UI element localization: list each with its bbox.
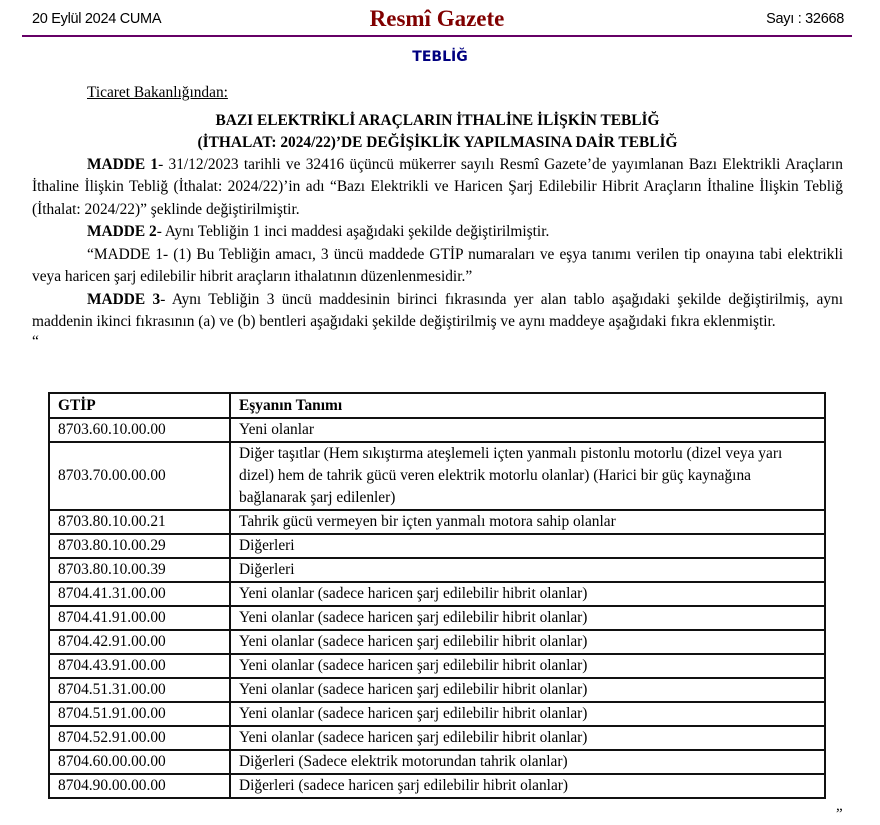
issue-date: 20 Eylül 2024 CUMA	[32, 11, 162, 27]
article-3	[32, 289, 843, 334]
issuing-ministry: Ticaret Bakanlığından:	[87, 84, 228, 101]
table-row	[49, 750, 825, 774]
gtip-code: 8704.60.00.00.00	[49, 750, 230, 774]
article-text: - Aynı Tebliğin 1 inci maddesi aşağıdaki şekilde değiştirilmiştir.	[156, 223, 550, 240]
goods-description: Yeni olanlar	[230, 418, 825, 442]
gtip-code: 8703.70.00.00.00	[49, 442, 230, 510]
issue-number: Sayı : 32668	[766, 11, 844, 27]
document-title-line-2: (İTHALAT: 2024/22)’DE DEĞİŞİKLİK YAPILMASINA DAİR TEBLİĞ	[197, 133, 678, 151]
goods-description: Diğerleri (sadece haricen şarj edilebilir hibrit olanlar)	[230, 774, 825, 798]
article-1	[32, 154, 843, 222]
column-header-gtip: GTİP	[49, 393, 230, 418]
table-row	[49, 510, 825, 534]
gtip-code: 8703.80.10.00.39	[49, 558, 230, 582]
gtip-code: 8703.80.10.00.29	[49, 534, 230, 558]
article-label: MADDE 2	[87, 223, 157, 240]
gtip-code: 8703.60.10.00.00	[49, 418, 230, 442]
goods-description: Yeni olanlar (sadece haricen şarj edilebilir hibrit olanlar)	[230, 582, 825, 606]
goods-description: Yeni olanlar (sadece haricen şarj edilebilir hibrit olanlar)	[230, 654, 825, 678]
table-row	[49, 534, 825, 558]
table-row	[49, 582, 825, 606]
goods-description: Yeni olanlar (sadece haricen şarj edilebilir hibrit olanlar)	[230, 678, 825, 702]
article-text: - Aynı Tebliğin 3 üncü maddesinin birinci fıkrasında yer alan tablo aşağıdaki şekilde değiştirilmiş, aynı maddenin ikinci fıkrasının (a) ve (b) bentleri aşağıdaki şekilde değiştirilmiş ve aynı maddeye aşağıdaki fıkra eklenmiştir.	[32, 290, 843, 330]
goods-description: Yeni olanlar (sadece haricen şarj edilebilir hibrit olanlar)	[230, 726, 825, 750]
header-divider	[22, 35, 852, 37]
amended-article-1	[32, 244, 843, 289]
table-header-row	[49, 393, 825, 418]
column-header-description: Eşyanın Tanımı	[230, 393, 825, 418]
table-row	[49, 678, 825, 702]
section-title: TEBLİĞ	[412, 49, 468, 65]
article-label: “MADDE 1-	[87, 245, 169, 263]
document-title-line-1: BAZI ELEKTRİKLİ ARAÇLARIN İTHALİNE İLİŞKİN TEBLİĞ	[215, 111, 660, 129]
goods-description: Diğerleri	[230, 534, 825, 558]
table-row	[49, 630, 825, 654]
document-title	[32, 110, 843, 154]
goods-description: Yeni olanlar (sadece haricen şarj edilebilir hibrit olanlar)	[230, 702, 825, 726]
article-text: (1) Bu Tebliğin amacı, 3 üncü maddede GTİP numaraları ve eşya tanımı verilen tip onayına tabi elektrikli veya haricen şarj edilebilir hibrit araçların ithalatının düzenlenmesidir.”	[32, 245, 843, 285]
table-row	[49, 654, 825, 678]
article-label: MADDE 1	[87, 155, 159, 173]
table-row	[49, 774, 825, 798]
gtip-code: 8704.41.31.00.00	[49, 582, 230, 606]
table-row	[49, 606, 825, 630]
gtip-code: 8704.52.91.00.00	[49, 726, 230, 750]
close-quote: ”	[836, 806, 843, 822]
gtip-code: 8703.80.10.00.21	[49, 510, 230, 534]
article-text: - 31/12/2023 tarihli ve 32416 üçüncü mükerrer sayılı Resmî Gazete’de yayımlanan Bazı Elektrikli Araçların İthaline İlişkin Tebliğ (İthalat: 2024/22)’in adı “Bazı Elektrikli ve Haricen Şarj Edilebilir Hibrit Araçların İthaline İlişkin Tebliğ (İthalat: 2024/22)” şeklinde değiştirilmiştir.	[32, 155, 843, 218]
goods-description: Diğer taşıtlar (Hem sıkıştırma ateşlemeli içten yanmalı pistonlu motorlu (dizel veya yarı dizel) hem de tahrik gücü veren elektrik motorlu olanlar) (Harici bir güç kaynağına bağlanarak şarj edilenler)	[230, 442, 825, 510]
document-body	[32, 82, 843, 349]
open-quote: “	[32, 332, 39, 350]
article-label: MADDE 3	[87, 290, 161, 308]
gtip-code: 8704.42.91.00.00	[49, 630, 230, 654]
table-row	[49, 702, 825, 726]
gtip-code: 8704.41.91.00.00	[49, 606, 230, 630]
table-row	[49, 726, 825, 750]
goods-description: Tahrik gücü vermeyen bir içten yanmalı motora sahip olanlar	[230, 510, 825, 534]
goods-description: Diğerleri (Sadece elektrik motorundan tahrik olanlar)	[230, 750, 825, 774]
gtip-code: 8704.43.91.00.00	[49, 654, 230, 678]
gazette-header	[22, 0, 852, 38]
goods-description: Yeni olanlar (sadece haricen şarj edilebilir hibrit olanlar)	[230, 630, 825, 654]
goods-description: Yeni olanlar (sadece haricen şarj edilebilir hibrit olanlar)	[230, 606, 825, 630]
gazette-title: Resmî Gazete	[369, 6, 505, 31]
gtip-table	[48, 392, 826, 799]
goods-description: Diğerleri	[230, 558, 825, 582]
gtip-code: 8704.51.31.00.00	[49, 678, 230, 702]
article-2	[32, 221, 843, 244]
gtip-code: 8704.90.00.00.00	[49, 774, 230, 798]
table-row	[49, 418, 825, 442]
table-row	[49, 558, 825, 582]
gtip-code: 8704.51.91.00.00	[49, 702, 230, 726]
table-row	[49, 442, 825, 510]
